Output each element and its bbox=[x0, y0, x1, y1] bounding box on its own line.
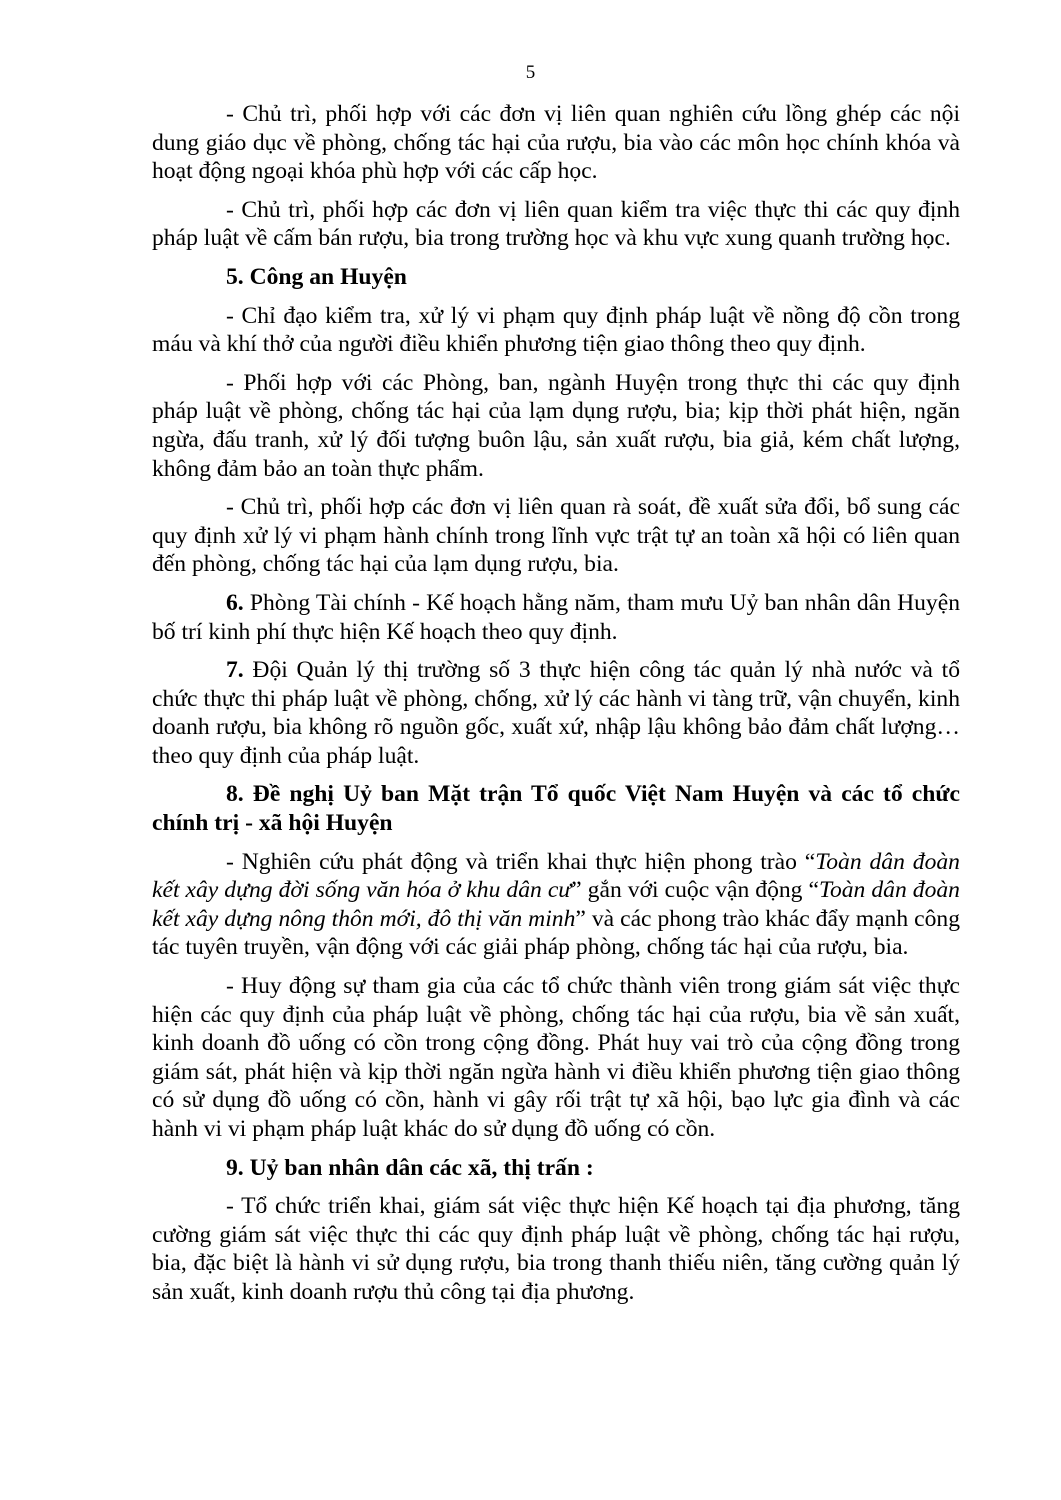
section-7-number: 7. bbox=[226, 657, 244, 684]
section-6-text: Phòng Tài chính - Kế hoạch hằng năm, tham mưu Uỷ ban nhân dân Huyện bố trí kinh phí thực hiện Kế hoạch theo quy định. bbox=[152, 589, 960, 645]
paragraph-police-coordination: - Phối hợp với các Phòng, ban, ngành Huyện trong thực thi các quy định pháp luật về phòng, chống tác hại của lạm dụng rượu, bia; kịp thời phát hiện, ngăn ngừa, đấu tranh, xử lý đối tượng buôn lậu, sản xuất rượu, bia giả, kém chất lượng, không đảm bảo an toàn thực phẩm. bbox=[152, 369, 960, 482]
paragraph-section-7 bbox=[152, 656, 960, 770]
paragraph-local-implementation: - Tổ chức triển khai, giám sát việc thực hiện Kế hoạch tại địa phương, tăng cường giám sát việc thực thi các quy định pháp luật về phòng, chống tác hại rượu, bia, đặc biệt là hành vi sử dụng rượu, bia trong thanh thiếu niên, tăng cường quản lý sản xuất, kinh doanh rượu thủ công tại địa phương. bbox=[152, 1193, 960, 1305]
movement-title-2: Toàn dân đoàn kết xây dựng nông thôn mới, đô thị văn minh bbox=[152, 877, 960, 932]
movement-text-a: - Nghiên cứu phát động và triển khai thực hiện phong trào “ bbox=[226, 848, 816, 875]
paragraph-police-review: - Chủ trì, phối hợp các đơn vị liên quan rà soát, đề xuất sửa đổi, bổ sung các quy định xử lý vi phạm hành chính trong lĩnh vực trật tự an toàn xã hội có liên quan đến phòng, chống tác hại của lạm dụng rượu, bia. bbox=[152, 494, 960, 578]
paragraph-police-alcohol-check: - Chỉ đạo kiểm tra, xử lý vi phạm quy định pháp luật về nồng độ cồn trong máu và khí thở của người điều khiển phương tiện giao thông theo quy định. bbox=[152, 302, 960, 358]
movement-text-c: ” và các phong trào khác đẩy mạnh công tác tuyên truyền, vận động với các giải pháp phòng, chống tác hại của rượu, bia. bbox=[152, 905, 960, 961]
paragraph-school-inspection: - Chủ trì, phối hợp các đơn vị liên quan kiểm tra việc thực thi các quy định pháp luật về cấm bán rượu, bia trong trường học và khu vực xung quanh trường học. bbox=[152, 196, 960, 252]
paragraph-education-curriculum: - Chủ trì, phối hợp với các đơn vị liên quan nghiên cứu lồng ghép các nội dung giáo dục về phòng, chống tác hại của rượu, bia vào các môn học chính khóa và hoạt động ngoại khóa phù hợp với các cấp học. bbox=[152, 101, 960, 185]
page-number: 5 bbox=[525, 62, 536, 83]
section-6-number: 6. bbox=[226, 589, 244, 616]
paragraph-community-supervision: - Huy động sự tham gia của các tổ chức thành viên trong giám sát việc thực hiện các quy định của pháp luật về phòng, chống tác hại của rượu, bia về sản xuất, kinh doanh đồ uống có cồn trong cộng đồng. Phát huy vai trò của cộng đồng trong giám sát, phát hiện và kịp thời ngăn ngừa hành vi điều khiển phương tiện giao thông có sử dụng đồ uống có cồn, hành vi gây rối trật tự xã hội, bạo lực gia đình và các hành vi vi phạm pháp luật khác do sử dụng đồ uống có cồn. bbox=[152, 973, 960, 1142]
movement-text-b: ” gắn với cuộc vận động “ bbox=[571, 877, 819, 904]
heading-section-9: 9. Uỷ ban nhân dân các xã, thị trấn : bbox=[226, 1154, 594, 1181]
section-7-text: Đội Quản lý thị trường số 3 thực hiện công tác quản lý nhà nước và tổ chức thực thi pháp luật về phòng, chống, xử lý các hành vi tàng trữ, vận chuyển, kinh doanh rượu, bia không rõ nguồn gốc, xuất xứ, nhập lậu không bảo đảm chất lượng… theo quy định của pháp luật. bbox=[152, 657, 960, 769]
heading-section-8: 8. Đề nghị Uỷ ban Mặt trận Tổ quốc Việt Nam Huyện và các tổ chức chính trị - xã hội Huyện bbox=[152, 781, 960, 837]
movement-title-1: Toàn dân đoàn kết xây dựng đời sống văn hóa ở khu dân cư bbox=[152, 848, 960, 904]
paragraph-movement bbox=[152, 848, 960, 962]
paragraph-section-6 bbox=[152, 589, 960, 646]
document-body bbox=[152, 100, 960, 1317]
heading-section-5: 5. Công an Huyện bbox=[226, 263, 407, 290]
